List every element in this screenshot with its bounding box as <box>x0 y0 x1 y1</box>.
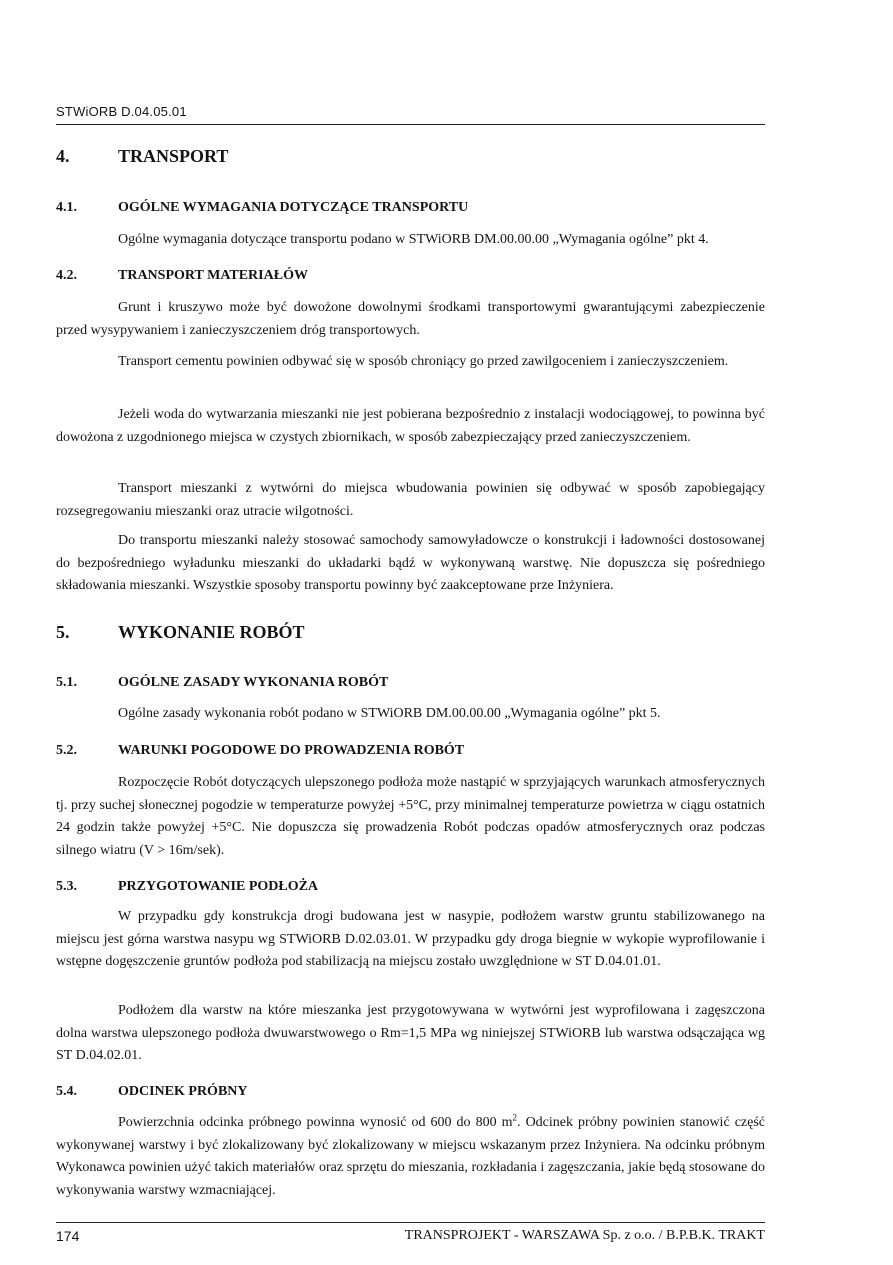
subsection-number: 4.2. <box>56 268 77 283</box>
page-number: 174 <box>56 1228 80 1244</box>
subsection-title: OGÓLNE WYMAGANIA DOTYCZĄCE TRANSPORTU <box>118 200 469 215</box>
section-title: TRANSPORT <box>118 146 229 166</box>
header-divider <box>56 124 765 125</box>
paragraph: Transport mieszanki z wytwórni do miejsca wbudowania powinien się odbywać w sposób zapobiegający rozsegregowaniu mieszanki oraz utracie wilgotności. <box>56 481 765 519</box>
subsection-title: ODCINEK PRÓBNY <box>118 1084 248 1099</box>
paragraph: Jeżeli woda do wytwarzania mieszanki nie jest pobierana bezpośrednio z instalacji wodociągowej, to powinna być dowożona z uzgodnionego miejsca w czystych zbiornikach, w sposób zabezpieczający przed zanieczyszczeniem. <box>56 407 765 445</box>
paragraph: W przypadku gdy konstrukcja drogi budowana jest w nasypie, podłożem warstw gruntu stabilizowanego na miejscu jest górna warstwa nasypu wg STWiORB D.02.03.01. W przypadku gdy droga biegnie w wykopie wyprofilowanie i wstępne dogęszczenie gruntów podłoża pod stabilizacją na miejscu zostało uwzględnione w ST D.04.01.01. <box>56 909 765 969</box>
subsection-number: 5.3. <box>56 879 77 894</box>
paragraph: Ogólne wymagania dotyczące transportu podano w STWiORB DM.00.00.00 „Wymagania ogólne” pkt 4. <box>118 232 709 247</box>
paragraph: Rozpoczęcie Robót dotyczących ulepszonego podłoża może nastąpić w sprzyjających warunkach atmosferycznych tj. przy suchej słonecznej pogodzie w temperaturze powyżej +5°C, przy minimalnej temperaturze powietrza w ciągu ostatnich 24 godzin także powyżej +5°C. Nie dopuszcza się prowadzenia Robót podczas opadów atmosferycznych oraz podczas silnego wiatru (V > 16m/sek). <box>56 775 765 858</box>
subsection-title: OGÓLNE ZASADY WYKONANIA ROBÓT <box>118 675 389 690</box>
section-title: WYKONANIE ROBÓT <box>118 622 305 642</box>
superscript: 2 <box>512 1112 518 1123</box>
subsection-title: TRANSPORT MATERIAŁÓW <box>118 268 308 283</box>
paragraph <box>56 1112 765 1202</box>
running-header: STWiORB D.04.05.01 <box>56 104 187 119</box>
subsection-title: WARUNKI POGODOWE DO PROWADZENIA ROBÓT <box>118 743 465 758</box>
subsection-title: PRZYGOTOWANIE PODŁOŻA <box>118 879 319 894</box>
subsection-number: 4.1. <box>56 200 77 215</box>
paragraph: Transport cementu powinien odbywać się w sposób chroniący go przed zawilgoceniem i zanieczyszczeniem. <box>118 354 729 369</box>
section-number: 4. <box>56 146 70 166</box>
text-run: . Odcinek próbny powinien stanowić część wykonywanej warstwy i być zlokalizowany być zlokalizowany w miejscu wskazanym przez Inżyniera. Na odcinku próbnym Wykonawca powinien użyć takich materiałów oraz sprzętu do mieszania, rozkładania i zagęszczania, jakie będą stosowane do wykonywania warstwy wzmacniającej. <box>56 1115 766 1198</box>
subsection-number: 5.4. <box>56 1084 77 1099</box>
paragraph: Grunt i kruszywo może być dowożone dowolnymi środkami transportowymi gwarantującymi zabezpieczenie przed wysypywaniem i zanieczyszczeniem dróg transportowych. <box>56 300 765 338</box>
paragraph: Ogólne zasady wykonania robót podano w STWiORB DM.00.00.00 „Wymagania ogólne” pkt 5. <box>118 706 661 721</box>
paragraph: Do transportu mieszanki należy stosować samochody samowyładowcze o konstrukcji i ładowności dostosowanej do bezpośredniego wyładunku mieszanki do układarki bądź w wykonywaną warstwę. Nie dopuszcza się pośredniego składowania mieszanki. Wszystkie sposoby transportu powinny być zaakceptowane prze Inżyniera. <box>56 533 765 593</box>
text-run: Powierzchnia odcinka próbnego powinna wynosić od 600 do 800 m <box>118 1115 513 1130</box>
paragraph: Podłożem dla warstw na które mieszanka jest przygotowywana w wytwórni jest wyprofilowana i zagęszczona dolna warstwa ulepszonego podłoża dwuwarstwowego o Rm=1,5 MPa wg niniejszej STWiORB lub warstwa odsączająca wg ST D.04.02.01. <box>56 1003 765 1063</box>
subsection-number: 5.2. <box>56 743 77 758</box>
footer-publisher: TRANSPROJEKT - WARSZAWA Sp. z o.o. / B.P.B.K. TRAKT <box>404 1228 765 1243</box>
section-number: 5. <box>56 622 70 642</box>
footer-divider <box>56 1222 765 1223</box>
subsection-number: 5.1. <box>56 675 77 690</box>
